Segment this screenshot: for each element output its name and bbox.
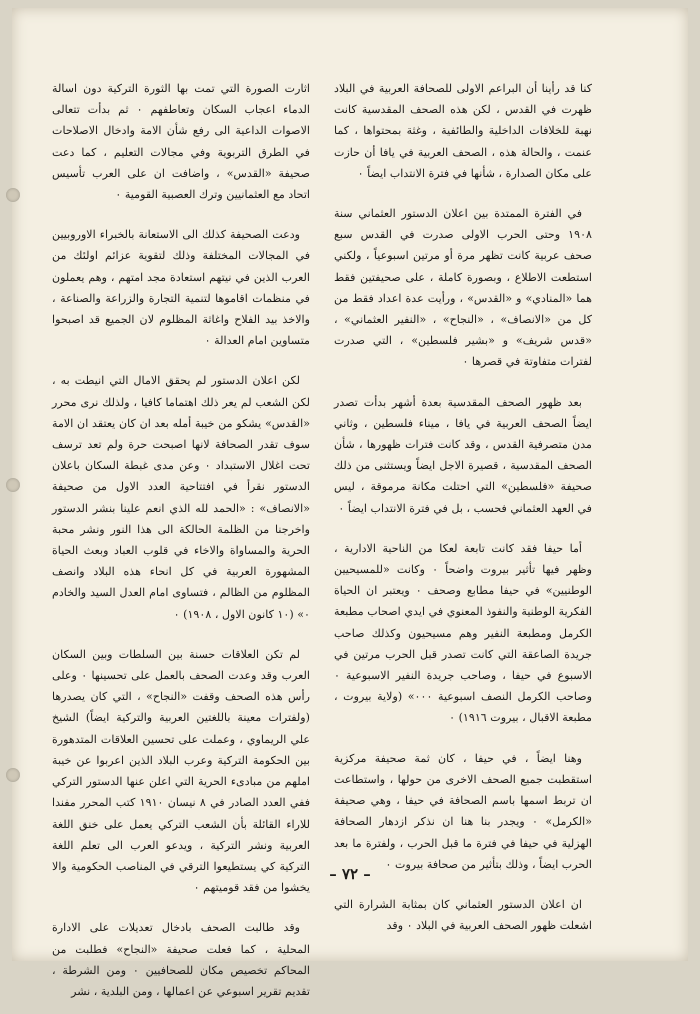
paragraph: أما حيفا فقد كانت تابعة لعكا من الناحية الادارية ، وظهر فيها تأثير بيروت واضحاً ٠ وكانت «للمسيحيين الوطنيين» في حيفا مطابع وصحف ٠ ويعتبر ان الحياة الفكرية الوطنية والنفوذ المعنوي في ايدي اصحاب مطبعة الكرمل ومطبعة النفير وهم مسيحيون وكذلك صاحب جريدة الصاعقة التي كانت تصدر قبل الحرب مرتين في الاسبوع في حيفا ، وصاحب جريدة النفير الاسبوعية ٠ وصاحب الكرمل النصف اسبوعية ٠٠٠» (ولاية بيروت ، مطبعة الاقبال ، بيروت ١٩١٦) ٠ (334, 541, 593, 725)
paragraph: لم تكن العلاقات حسنة بين السلطات وبين السكان العرب وقد وعدت الصحف بالعمل على تحسينها ٠ وعلى رأس هذه الصحف وقفت «النجاح» ، التي كان يصدرها (ولفترات معينة باللغتين العربية والتركية ايضاً) الشيخ علي الريماوي ، وعملت على تحسين العلاقات المتدهورة بين الحكومة التركية وعرب البلاد الذين اعربوا عن خيبة املهم من مبادىء الحرية التي اعلن عنها الدستور التركي ففي العدد الصادر في ٨ نيسان ١٩١٠ كتب المحرر مفندا للاراء القائلة بأن الشعب التركي يعمل على خنق اللغة العربية ونشر التركية ، ويدعو العرب الى تعلم اللغة التركية كي يستطيعوا الترقي في المناصب الحكومية والا يخشوا من فقد قوميتهم ٠ (52, 647, 310, 895)
book-page (12, 8, 688, 998)
binding-hole (6, 188, 20, 202)
paragraph: ان اعلان الدستور العثماني كان بمثابة الشرارة التي اشعلت ظهور الصحف العربية في البلاد ٠ وقد (334, 897, 592, 933)
paragraph: بعد ظهور الصحف المقدسية بعدة أشهر بدأت تصدر ايضاً الصحف العربية في يافا ، ميناء فلسطين ، وثاني مدن متصرفية القدس ، وقد كانت فترات ظهورها ، شأن الصحف المقدسية ، قصيرة الاجل ايضاً ويستثنى من ذلك صحيفة «فلسطين» التي احتلت مكانة مرموقة ، ليس في العهد العثماني فحسب ، بل في فترة الانتداب ايضاً ٠ (334, 395, 592, 515)
paragraph: وقد طالبت الصحف بادخال تعديلات على الادارة المحلية ، كما فعلت صحيفة «النجاح» فطلبت من المحاكم تخصيص مكان للصحافيين ٠ ومن الشرطة ، تقديم تقرير اسبوعي عن اعمالها ، ومن البلدية ، نشر (52, 921, 310, 998)
paragraph: اثارت الصورة التي تمت بها الثورة التركية دون اسالة الدماء اعجاب السكان وتعاطفهم ٠ ثم بدأت تتعالى الاصوات الداعية الى رفع شأن الامة وادخال الاصلاحات في الطرق التربوية وفي مجالات التعليم ، كما دعت صحيفة «القدس» ، واضافت ان على العرب تأسيس اتحاد مع العثمانيين وترك العصبية القومية ٠ (52, 82, 311, 202)
binding-hole (6, 768, 20, 782)
paragraph: كنا قد رأينا أن البراعم الاولى للصحافة العربية في البلاد ظهرت في القدس ، لكن هذه الصحف المقدسية كانت نهبة للخلافات الداخلية والطائفية ، وغثة بمحتواها ، كما عنمت ، والحالة هذه ، الصحف العربية في يافا أن حازت على مكان الصدارة ، شأنها في فترة الانتداب ايضاً ٠ (334, 82, 592, 180)
paragraph: ودعت الصحيفة كذلك الى الاستعانة بالخبراء الاوروبيين في المجالات المختلفة وذلك لتقوية عزائم اولئك من العرب الذين في نيتهم استعادة مجد امتهم ، وهم يعملون في منظمات اقاموها لتنمية التجارة والزراعة والصناعة ، والاخذ بيد الفلاح واغاثة المظلوم لان الجميع قد اصبحوا متساوين امام العدالة ٠ (52, 228, 310, 348)
page-number: – ٧٢ – (329, 865, 371, 883)
paragraph: لكن اعلان الدستور لم يحقق الامال التي انيطت به ، لكن الشعب لم يعر ذلك اهتماما كافيا ، ولذلك نرى محرر «القدس» يشكو من خيبة أمله بعد ان كان يعتقد ان الامة سوف تقدر الصحافة لانها اصبحت حرة ولم تعد ترسف تحت اغلال الاستبداد ٠ وعن مدى غبطة السكان باعلان الدستور نقرأ في افتتاحية العدد الاول من صحيفة «الانصاف» : «الحمد لله الذي انعم علينا بنشر الدستور واخرجنا من الظلمة الحالكة الى هذا النور ونشر محبة الحرية والمساواة والاخاء في قلوب العباد وبعث الحياة المشهورة العربية في كل انحاء هذه البلاد وانصف المظلوم من الظالم ، فتساوى امام العدل السيد والخادم ٠» (١٠ كانون الاول ، ١٩٠٨) ٠ (52, 374, 311, 621)
paragraph: وهنا ايضاً ، في حيفا ، كان ثمة صحيفة مركزية استقطبت جميع الصحف الاخرى من حولها ، واستطاعت ان تربط اسمها باسم الصحافة في حيفا ، وهي صحيفة «الكرمل» ٠ ويجدر بنا هنا ان نذكر ازدهار الصحافة الهزلية في حيفا في فترة ما قبل الحرب ، ولفترة ما بعد الحرب ايضاً ، وذلك بتأثير من صحافة بيروت ٠ (334, 751, 592, 871)
right-text-column (334, 78, 592, 948)
paragraph: في الفترة الممتدة بين اعلان الدستور العثماني سنة ١٩٠٨ وحتى الحرب الاولى صدرت في القدس سبع صحف عربية كانت تظهر مرة أو مرتين اسبوعياً ، ولكني استطعت الاطلاع ، وبصورة كاملة ، على صحيفتين فقط هما «المنادي» و «القدس» ، ورأيت عدة اعداد فقط من كل من «الانصاف» ، «النجاح» ، «النفير العثماني» ، «قدس شريف» و «بشير فلسطين» ، التي صدرت لفترات متفاوتة في قصرها ٠ (334, 207, 592, 369)
binding-hole (6, 478, 20, 492)
